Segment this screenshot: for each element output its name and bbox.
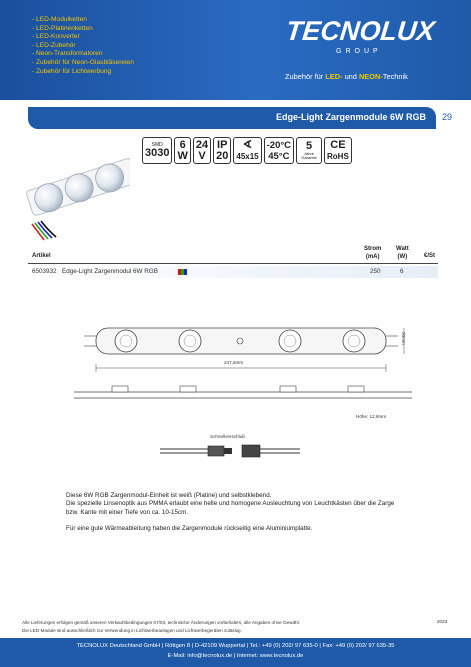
spec-icon-row (142, 137, 352, 164)
spec-value: 45x15 (236, 151, 259, 161)
col-header-article: Artikel (32, 253, 51, 259)
description-line: Diese 6W RGB Zargenmodul-Einheit ist weiß (Platine) und selbstklebend. (66, 492, 272, 499)
spec-min-temp: -20°C (266, 139, 292, 151)
logo-group-text: GROUP (336, 48, 382, 55)
table-row[interactable] (28, 266, 438, 278)
tecnolux-logo (284, 16, 437, 60)
col-header-watt-unit: (W) (397, 254, 408, 260)
product-table (28, 242, 438, 278)
tagline-neon: NEON- (358, 72, 383, 81)
tagline-prefix: Zubehör für (285, 72, 326, 81)
product-description (66, 492, 406, 542)
product-photo (22, 136, 130, 246)
category-item[interactable]: - Zubehör für Neon-Glasbläsereien (32, 59, 134, 68)
catalog-year: 2023 (437, 619, 448, 624)
category-item[interactable]: - LED-Modulketten (32, 16, 134, 25)
height-label: Höhe: 12,9mm (356, 414, 387, 419)
spec-value: 6 (179, 138, 186, 151)
ce-mark: CE (330, 138, 346, 151)
tagline-suffix: Technik (382, 72, 408, 81)
category-item[interactable]: - Zubehör für Lichtwerbung (32, 68, 134, 77)
page-title: Edge-Light Zargenmodule 6W RGB (276, 112, 426, 122)
tagline-led: LED- (325, 72, 343, 81)
section-title-bar (28, 107, 436, 129)
wattage-icon (174, 137, 190, 164)
spec-value: 5 (305, 139, 313, 152)
cell-article-name: Edge-Light Zargenmodul 6W RGB (62, 268, 158, 275)
legal-notes (22, 619, 300, 635)
spec-unit: W (177, 149, 188, 162)
smd-type-icon (142, 137, 172, 164)
spec-value: 3030 (145, 146, 170, 159)
description-line: Für eine gute Wärmeableitung haben die Zargenmodule rückseitig eine Aluminiumplatte. (66, 525, 313, 533)
temperature-range-icon (264, 137, 294, 164)
logo-wordmark: TECNOLUX (284, 16, 437, 46)
col-header-watt-label: Watt (396, 246, 409, 252)
table-header-row (28, 242, 438, 264)
technical-drawing-svg (60, 318, 430, 468)
angle-icon: ∢ (242, 138, 253, 151)
warranty-icon (296, 137, 322, 164)
col-header-price: €/St (424, 253, 436, 259)
footer-address: TECNOLUX Deutschland GmbH | Röttgen 8 | D-42109 Wuppertal | Tel.: +49 (0) 202/ 97 635-0 | Fax: +49 (0) 202/ 97 635-35 (76, 643, 395, 649)
col-header-current-label: Strom (364, 246, 382, 252)
col-header-watt (396, 245, 409, 261)
category-item[interactable]: - LED-Zubehör (32, 42, 134, 51)
cell-current: 250 (370, 268, 381, 275)
width-dimension-label: 20mm (401, 332, 406, 345)
spec-unit: 20 (216, 149, 229, 162)
page-number: 29 (442, 112, 453, 122)
tagline-mid: und (342, 72, 359, 81)
page-footer (0, 638, 471, 667)
description-line: Die spezielle Linsenoptik aus PMMA erlaubt eine helle und homogene Ausleuchtung von Leuchtkästen über die Zarge bzw. Kante mit einer Tiefe von ca. 10-15cm. (66, 500, 395, 516)
cell-watt: 6 (400, 268, 404, 275)
technical-drawing (60, 318, 430, 468)
col-header-current (364, 245, 381, 261)
spec-value: IP (217, 138, 228, 151)
length-dimension-label: 247,5mm (224, 360, 244, 365)
spec-unit: V (198, 149, 206, 162)
spec-max-temp: 45°C (268, 150, 290, 162)
product-category-list (32, 16, 134, 76)
tagline (285, 72, 408, 81)
connector-label: Schnellverschluß (210, 434, 245, 439)
beam-angle-icon (233, 137, 261, 164)
rgb-color-chip (178, 269, 187, 275)
category-item[interactable]: - Neon-Transformatoren (32, 50, 134, 59)
cell-article-no: 6503932 (32, 268, 57, 275)
ip-rating-icon (213, 137, 231, 164)
spec-label: SMD (151, 141, 163, 148)
footer-contact[interactable]: E-Mail: info@tecnolux.de | Internet: www.tecnolux.de (167, 653, 304, 659)
spec-value: 24 (195, 138, 209, 151)
category-item[interactable]: - LED-Konverter (32, 33, 134, 42)
legal-note: Alle Lieferungen erfolgen gemäß unseren Verkaufsbedingungen 07/03, technische Änderungen vorbehalten, alle Angaben ohne Gewähr. (22, 620, 301, 625)
voltage-icon (193, 137, 211, 164)
col-header-current-unit: (mA) (365, 254, 380, 260)
legal-note: Die LED-Module sind ausschließlich zur Verwendung in Lichtwerbeanlagen und Lichtwerbegeräten zulässig. (22, 627, 242, 633)
rohs-mark: RoHS (327, 151, 349, 161)
spec-label: Jahre Garantie (301, 150, 317, 160)
page-header (0, 0, 471, 100)
ce-rohs-icon (324, 137, 352, 164)
category-item[interactable]: - LED-Platinenketten (32, 25, 134, 34)
